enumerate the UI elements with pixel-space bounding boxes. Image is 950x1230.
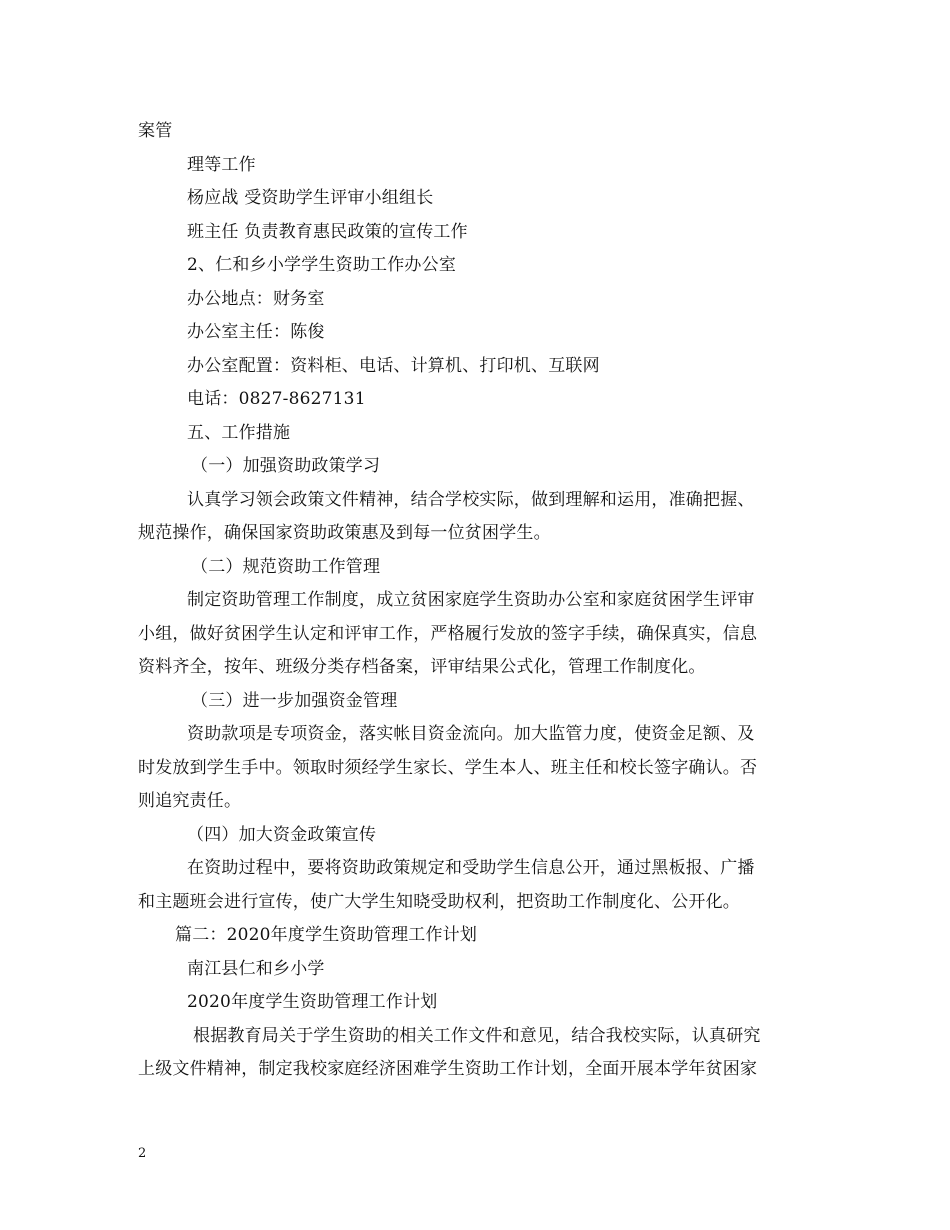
paragraph-line: 规范操作，确保国家资助政策惠及到每一位贫困学生。 — [138, 523, 551, 543]
paragraph-line: 根据教育局关于学生资助的相关工作文件和意见，结合我校实际，认真研究 — [193, 1026, 761, 1046]
text-line: 办公室主任：陈俊 — [187, 322, 325, 342]
paragraph-line: 在资助过程中，要将资助政策规定和受助学生信息公开，通过黑板报、广播 — [187, 858, 755, 878]
text-line: 南江县仁和乡小学 — [187, 959, 325, 979]
paragraph-line: 资助款项是专项资金，落实帐目资金流向。加大监管力度，使资金足额、及 — [187, 724, 755, 744]
subsection-heading: （四）加大资金政策宣传 — [187, 825, 377, 845]
text-line: 2020年度学生资助管理工作计划 — [187, 992, 438, 1012]
subsection-heading: （二）规范资助工作管理 — [191, 557, 381, 577]
paragraph-line: 资料齐全，按年、班级分类存档备案，评审结果公式化，管理工作制度化。 — [138, 657, 706, 677]
text-line: 案管 — [138, 121, 173, 141]
text-line: 办公室配置：资料柜、电话、计算机、打印机、互联网 — [187, 356, 600, 376]
paragraph-line: 则追究责任。 — [138, 791, 242, 811]
paragraph-line: 和主题班会进行宣传，使广大学生知晓受助权利，把资助工作制度化、公开化。 — [138, 892, 740, 912]
text-line: 电话：0827-8627131 — [187, 389, 366, 409]
page-number: 2 — [138, 1146, 147, 1161]
text-line: 班主任 负责教育惠民政策的宣传工作 — [187, 222, 468, 242]
paragraph-line: 制定资助管理工作制度，成立贫困家庭学生资助办公室和家庭贫困学生评审 — [187, 590, 755, 610]
section-heading: 2、仁和乡小学学生资助工作办公室 — [187, 255, 457, 275]
section-heading: 五、工作措施 — [187, 423, 291, 443]
subsection-heading: （三）进一步加强资金管理 — [191, 691, 398, 711]
paragraph-line: 小组，做好贫困学生认定和评审工作，严格履行发放的签字手续，确保真实，信息 — [138, 624, 758, 644]
text-line: 理等工作 — [187, 155, 256, 175]
paragraph-line: 认真学习领会政策文件精神，结合学校实际，做到理解和运用，准确把握、 — [187, 490, 755, 510]
text-line: 杨应战 受资助学生评审小组组长 — [187, 188, 434, 208]
text-line: 办公地点：财务室 — [187, 289, 325, 309]
subsection-heading: （一）加强资助政策学习 — [191, 456, 381, 476]
paragraph-line: 上级文件精神，制定我校家庭经济困难学生资助工作计划，全面开展本学年贫困家 — [138, 1059, 758, 1079]
paragraph-line: 时发放到学生手中。领取时须经学生家长、学生本人、班主任和校长签字确认。否 — [138, 758, 758, 778]
chapter-heading: 篇二：2020年度学生资助管理工作计划 — [175, 925, 478, 945]
